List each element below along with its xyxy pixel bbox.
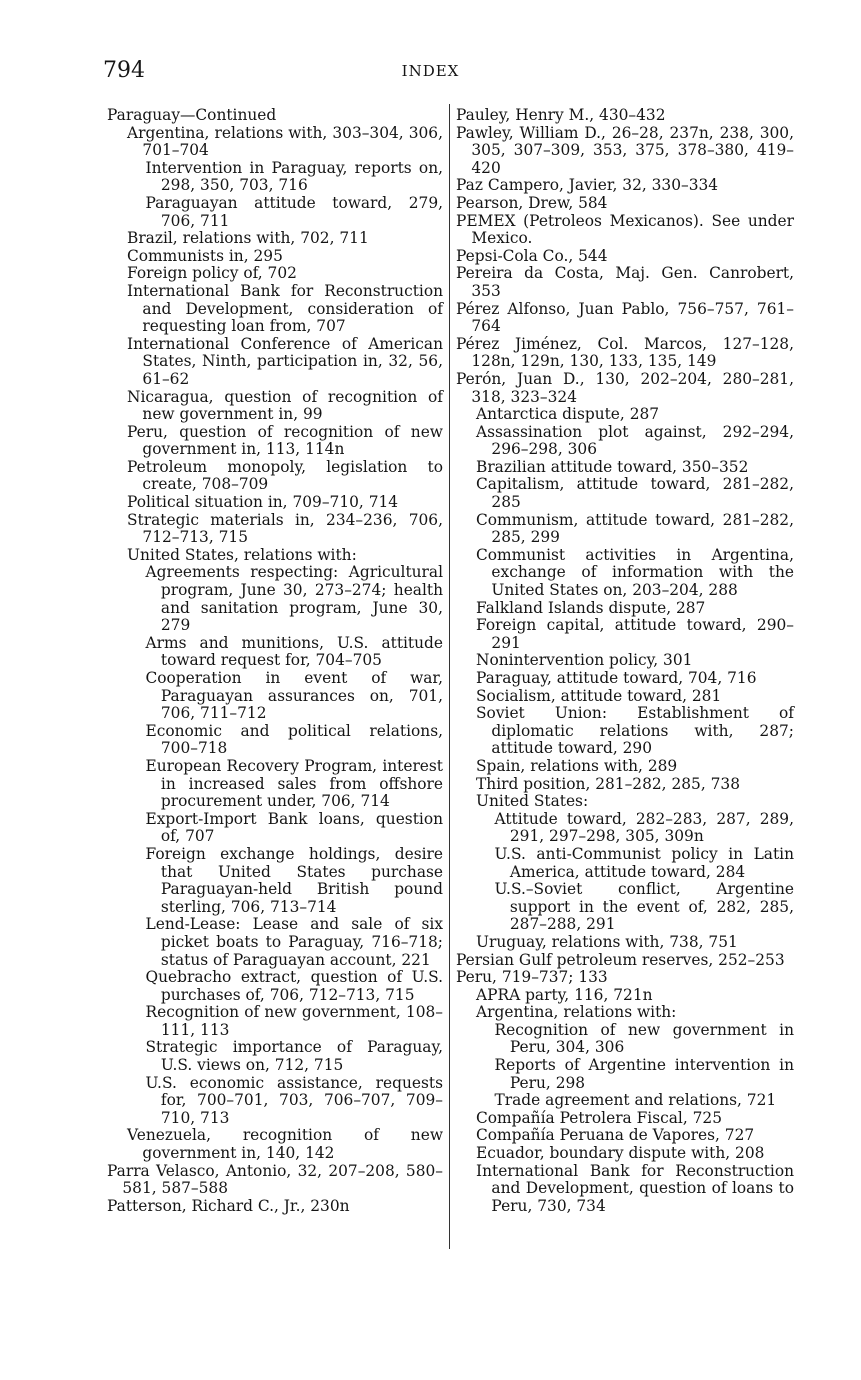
index-entry: Paraguay—Continued xyxy=(107,106,277,124)
index-entry: Ecuador, boundary dispute with, 208 xyxy=(476,1144,765,1163)
index-entry: Spain, relations with, 289 xyxy=(476,756,678,775)
index-entry: International Conference of American States, Ninth, participation in, 32, 56, 61–62 xyxy=(127,334,443,388)
index-entry: Falkland Islands dispute, 287 xyxy=(476,598,706,617)
index-entry: Antarctica dispute, 287 xyxy=(476,405,660,424)
index-entry: Communists in, 295 xyxy=(127,246,283,265)
index-entry: Cooperation in event of war, Paraguayan assurances on, 701, 706, 711–712 xyxy=(145,669,443,723)
index-entry: Reports of Argentine intervention in Peru, 298 xyxy=(494,1056,794,1092)
index-column-right xyxy=(456,107,794,1215)
index-entry: Political situation in, 709–710, 714 xyxy=(127,493,399,512)
index-entry: Argentina, relations with, 303–304, 306, 701–704 xyxy=(127,123,443,160)
index-entry: Nicaragua, question of recognition of new government in, 99 xyxy=(127,387,443,424)
index-entry: Pereira da Costa, Maj. Gen. Canrobert, 353 xyxy=(456,264,794,300)
index-entry: International Bank for Reconstruction and Development, consideration of requesting loan from, 707 xyxy=(127,281,443,336)
index-entry: Recognition of new government in Peru, 304, 306 xyxy=(494,1020,794,1057)
index-entry: Economic and political relations, 700–718 xyxy=(145,721,443,758)
index-entry: Foreign capital, attitude toward, 290–291 xyxy=(476,616,794,652)
index-entry: Compañía Petrolera Fiscal, 725 xyxy=(476,1108,722,1127)
index-entry: International Bank for Reconstruction and Development, question of loans to Peru, 730, 734 xyxy=(476,1161,794,1215)
index-entry: Pearson, Drew, 584 xyxy=(456,193,608,212)
index-entry: Arms and munitions, U.S. attitude toward request for, 704–705 xyxy=(145,633,443,670)
index-entry: Parra Velasco, Antonio, 32, 207–208, 580–581, 587–588 xyxy=(107,1161,443,1198)
index-entry: Persian Gulf petroleum reserves, 252–253 xyxy=(456,950,785,969)
index-entry: Compañía Peruana de Vapores, 727 xyxy=(476,1126,755,1145)
index-entry: Strategic importance of Paraguay, U.S. views on, 712, 715 xyxy=(145,1038,443,1075)
index-entry: PEMEX (Petroleos Mexicanos). See under Mexico. xyxy=(456,211,794,248)
index-entry: Petroleum monopoly, legislation to create, 708–709 xyxy=(127,457,443,494)
index-entry: Pauley, Henry M., 430–432 xyxy=(456,106,666,124)
index-entry: United States, relations with: xyxy=(127,545,357,564)
index-entry: Brazilian attitude toward, 350–352 xyxy=(476,457,749,476)
index-entry: Assassination plot against, 292–294, 296–298, 306 xyxy=(476,422,794,459)
index-entry: Pawley, William D., 26–28, 237n, 238, 300, 305, 307–309, 353, 375, 378–380, 419–420 xyxy=(456,123,794,177)
index-entry: Peru, question of recognition of new government in, 113, 114n xyxy=(127,422,443,459)
running-title: INDEX xyxy=(401,62,460,80)
index-entry: Foreign exchange holdings, desire that United States purchase Paraguayan-held British pound sterling, 706, 713–714 xyxy=(145,844,443,916)
index-entry: Paz Campero, Javier, 32, 330–334 xyxy=(456,176,719,195)
index-entry: APRA party, 116, 721n xyxy=(476,985,653,1004)
index-entry: Trade agreement and relations, 721 xyxy=(494,1091,777,1110)
index-entry: U.S. anti-Communist policy in Latin America, attitude toward, 284 xyxy=(494,844,794,881)
index-entry: Argentina, relations with: xyxy=(476,1003,677,1022)
index-entry: Venezuela, recognition of new government in, 140, 142 xyxy=(127,1126,443,1163)
index-entry: Foreign policy of, 702 xyxy=(127,264,297,283)
index-entry: Patterson, Richard C., Jr., 230n xyxy=(107,1196,350,1215)
index-entry: Soviet Union: Establishment of diplomatic relations with, 287; attitude toward, 290 xyxy=(476,704,794,758)
index-entry: Paraguayan attitude toward, 279, 706, 711 xyxy=(145,193,443,230)
index-entry: Communism, attitude toward, 281–282, 285, 299 xyxy=(476,510,794,547)
index-entry: Recognition of new government, 108–111, 113 xyxy=(145,1003,443,1039)
index-entry: U.S. economic assistance, requests for, 700–701, 703, 706–707, 709–710, 713 xyxy=(145,1073,443,1127)
index-entry: Communist activities in Argentina, exchange of information with the United States on, 203–204, 288 xyxy=(476,545,794,600)
index-entry: Uruguay, relations with, 738, 751 xyxy=(476,932,738,951)
index-entry: European Recovery Program, interest in increased sales from offshore procurement under, 706, 714 xyxy=(145,756,443,811)
index-column-left xyxy=(107,107,443,1215)
column-divider xyxy=(449,104,450,1249)
index-entry: Capitalism, attitude toward, 281–282, 285 xyxy=(476,475,794,512)
index-entry: U.S.–Soviet conflict, Argentine support in the event of, 282, 285, 287–288, 291 xyxy=(494,880,794,934)
index-entry: Nonintervention policy, 301 xyxy=(476,651,693,670)
index-entry: Agreements respecting: Agricultural program, June 30, 273–274; health and sanitation program, June 30, 279 xyxy=(145,563,443,635)
page-header xyxy=(0,58,861,88)
index-entry: Pérez Alfonso, Juan Pablo, 756–757, 761–764 xyxy=(456,299,794,336)
index-entry: United States: xyxy=(476,792,589,811)
page-number: 794 xyxy=(103,58,145,83)
index-entry: Quebracho extract, question of U.S. purchases of, 706, 712–713, 715 xyxy=(145,968,443,1004)
index-entry: Pérez Jiménez, Col. Marcos, 127–128, 128n, 129n, 130, 133, 135, 149 xyxy=(456,334,794,371)
index-entry: Brazil, relations with, 702, 711 xyxy=(127,229,369,248)
index-entry: Socialism, attitude toward, 281 xyxy=(476,686,722,705)
index-entry: Paraguay, attitude toward, 704, 716 xyxy=(476,669,757,687)
index-entry: Third position, 281–282, 285, 738 xyxy=(476,774,740,793)
index-entry: Lend-Lease: Lease and sale of six picket boats to Paraguay, 716–718; status of Paraguayan account, 221 xyxy=(145,915,443,969)
index-entry: Export-Import Bank loans, question of, 707 xyxy=(145,809,443,846)
index-entry: Pepsi-Cola Co., 544 xyxy=(456,246,608,265)
index-entry: Attitude toward, 282–283, 287, 289, 291, 297–298, 305, 309n xyxy=(494,809,794,846)
index-entry: Intervention in Paraguay, reports on, 298, 350, 703, 716 xyxy=(145,158,443,195)
index-entry: Strategic materials in, 234–236, 706, 712–713, 715 xyxy=(127,510,443,547)
index-entry: Peru, 719–737; 133 xyxy=(456,968,608,987)
index-entry: Perón, Juan D., 130, 202–204, 280–281, 318, 323–324 xyxy=(456,369,794,406)
